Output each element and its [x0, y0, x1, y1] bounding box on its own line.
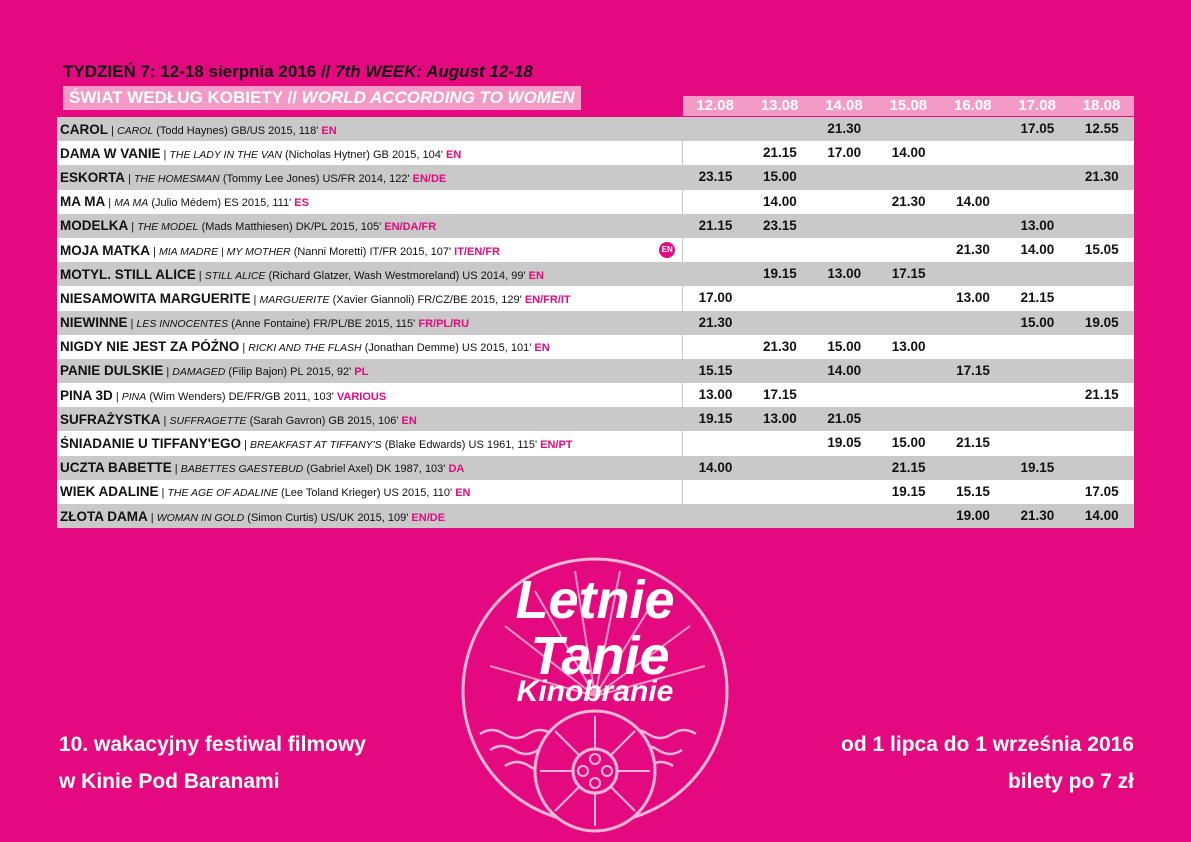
- film-language: EN: [528, 269, 544, 282]
- film-title-pl: PANIE DULSKIE: [60, 363, 164, 379]
- showtime-cell: [876, 359, 940, 383]
- showtime-cell: [748, 504, 812, 528]
- showtime-cell: 21.30: [827, 121, 862, 136]
- showtime-cell: [1070, 335, 1134, 359]
- schedule-table: [57, 117, 1134, 528]
- showtime-cell: [1005, 480, 1069, 504]
- showtime-cell: [812, 480, 876, 504]
- film-title-original: STILL ALICE: [204, 269, 266, 282]
- showtime-cell: [1005, 359, 1069, 383]
- table-row: [57, 480, 1134, 504]
- showtime-cell: 15.00: [891, 435, 926, 451]
- film-title-cell: UCZTA BABETTE | BABETTES GAESTEBUD (Gabriel Axel) DK 1987, 103' DA: [60, 460, 465, 476]
- table-row: [57, 238, 1134, 262]
- showtime-cell: 21.30: [1084, 169, 1119, 185]
- table-row: [57, 431, 1134, 455]
- film-title-pl: MODELKA: [60, 218, 129, 234]
- showtime-cell: [1070, 456, 1134, 480]
- week-title-en: 7th WEEK: August 12-18: [335, 62, 533, 81]
- film-language: VARIOUS: [336, 390, 387, 403]
- showtime-cell: 21.15: [891, 459, 926, 475]
- showtime-cell: 21.15: [762, 145, 797, 161]
- festival-venue: w Kinie Pod Baranami: [59, 770, 280, 793]
- film-title-pl: MA MA: [60, 194, 106, 210]
- showtime-cell: [941, 456, 1005, 480]
- film-info: (Blake Edwards) US 1961, 115': [384, 439, 538, 452]
- showtimes: [682, 431, 1134, 455]
- showtime-cell: [812, 504, 876, 528]
- section-title-pl: ŚWIAT WEDŁUG KOBIETY //: [69, 88, 302, 107]
- showtimes: [682, 238, 1134, 262]
- showtime-cell: [812, 383, 876, 407]
- showtime-cell: 14.00: [827, 362, 862, 378]
- showtime-cell: [876, 286, 940, 310]
- showtime-cell: 23.15: [698, 169, 733, 185]
- film-info: (Filip Bajon) PL 2015, 92': [228, 366, 352, 379]
- showtime-cell: 23.15: [762, 217, 797, 233]
- film-language: EN: [446, 148, 462, 161]
- showtime-cell: 21.15: [1020, 290, 1055, 306]
- film-title-cell: SUFRAŻYSTKA | SUFFRAGETTE (Sarah Gavron) GB 2015, 106' EN: [60, 411, 417, 427]
- film-title-original: RICKI AND THE FLASH: [248, 342, 362, 355]
- showtime-cell: [1070, 190, 1134, 214]
- film-info: (Tommy Lee Jones) US/FR 2014, 122': [222, 172, 410, 185]
- showtime-cell: [812, 311, 876, 335]
- showtime-cell: [748, 286, 812, 310]
- showtime-cell: [1005, 431, 1069, 455]
- film-language: EN/PT: [540, 439, 573, 452]
- showtime-cell: [812, 214, 876, 238]
- showtime-cell: [683, 480, 747, 504]
- showtimes: [682, 504, 1134, 528]
- film-title-original: BABETTES GAESTEBUD: [180, 463, 304, 476]
- table-row: [57, 262, 1134, 286]
- showtime-cell: [941, 117, 1005, 141]
- showtime-cell: 13.00: [956, 290, 990, 306]
- table-row: [57, 286, 1134, 310]
- date-header: 18.08: [1082, 97, 1121, 114]
- showtime-cell: [876, 165, 940, 189]
- film-language: ES: [294, 197, 309, 210]
- week-title: [63, 62, 533, 82]
- film-language: EN/DA/FR: [384, 221, 437, 234]
- showtime-cell: [748, 359, 812, 383]
- film-title-pl: NIEWINNE: [60, 315, 128, 331]
- showtimes: [682, 286, 1134, 310]
- film-title-cell: NIGDY NIE JEST ZA PÓŹNO | RICKI AND THE FLASH (Jonathan Demme) US 2015, 101' EN: [60, 339, 550, 355]
- showtime-cell: 19.15: [891, 483, 926, 499]
- showtime-cell: [748, 456, 812, 480]
- showtime-cell: [1005, 262, 1069, 286]
- film-language: FR/PL/RU: [418, 318, 470, 331]
- showtime-cell: [1070, 286, 1134, 310]
- film-title-cell: ZŁOTA DAMA | WOMAN IN GOLD (Simon Curtis) US/UK 2015, 109' EN/DE: [60, 508, 446, 524]
- film-title-pl: UCZTA BABETTE: [60, 460, 172, 476]
- film-info: (Xavier Giannoli) FR/CZ/BE 2015, 129': [332, 293, 522, 306]
- film-title-original: DAMAGED: [172, 366, 226, 379]
- film-title-cell: DAMA W VANIE | THE LADY IN THE VAN (Nicholas Hytner) GB 2015, 104' EN: [60, 145, 462, 161]
- showtime-cell: [1070, 214, 1134, 238]
- film-title-original: MARGUERITE: [259, 293, 330, 306]
- showtimes: [682, 480, 1134, 504]
- showtime-cell: 15.05: [1084, 241, 1119, 257]
- showtime-cell: [1070, 262, 1134, 286]
- showtime-cell: [812, 286, 876, 310]
- film-title-pl: WIEK ADALINE: [60, 484, 159, 500]
- showtime-cell: [1005, 190, 1069, 214]
- showtime-cell: 19.00: [956, 508, 990, 523]
- film-info: (Simon Curtis) US/UK 2015, 109': [247, 511, 409, 524]
- showtime-cell: 21.15: [1084, 387, 1119, 403]
- film-title-pl: ESKORTA: [60, 169, 126, 185]
- film-title-original: MIA MADRE | MY MOTHER: [158, 245, 291, 258]
- showtime-cell: [941, 383, 1005, 407]
- film-title-cell: PANIE DULSKIE | DAMAGED (Filip Bajon) PL 2015, 92' PL: [60, 363, 369, 379]
- film-title-cell: MA MA | MA MA (Julio Médem) ES 2015, 111' ES: [60, 194, 309, 210]
- ticket-price: bilety po 7 zł: [1007, 770, 1134, 793]
- showtime-cell: [812, 238, 876, 262]
- film-title-cell: MOTYL. STILL ALICE | STILL ALICE (Richard Glatzer, Wash Westmoreland) US 2014, 99' EN: [60, 266, 544, 282]
- footer-left: [59, 726, 366, 800]
- showtime-cell: [812, 190, 876, 214]
- film-info: (Richard Glatzer, Wash Westmoreland) US 2014, 99': [268, 269, 526, 282]
- film-title-cell: CAROL | CAROL (Todd Haynes) GB/US 2015, 118' EN: [60, 121, 337, 137]
- showtime-cell: 15.00: [762, 169, 797, 185]
- showtime-cell: 14.00: [891, 145, 926, 161]
- film-title-pl: ZŁOTA DAMA: [60, 508, 148, 524]
- film-info: (Lee Toland Krieger) US 2015, 110': [281, 487, 453, 500]
- film-info: (Wim Wenders) DE/FR/GB 2011, 103': [149, 390, 334, 403]
- film-title-original: MA MA: [114, 197, 149, 210]
- showtime-cell: 13.00: [698, 387, 733, 403]
- film-title-pl: NIESAMOWITA MARGUERITE: [60, 290, 251, 306]
- film-title-original: BREAKFAST AT TIFFANY'S: [249, 439, 382, 452]
- showtime-cell: [748, 238, 812, 262]
- film-title-original: LES INNOCENTES: [136, 318, 229, 331]
- film-title-cell: NIEWINNE | LES INNOCENTES (Anne Fontaine) FR/PL/BE 2015, 115' FR/PL/RU: [60, 315, 470, 331]
- showtime-cell: 21.30: [891, 193, 926, 209]
- showtime-cell: [748, 480, 812, 504]
- section-title-en: WORLD ACCORDING TO WOMEN: [301, 88, 575, 107]
- showtime-cell: [876, 407, 940, 431]
- date-header-row: [683, 96, 1134, 116]
- showtime-cell: 17.15: [762, 387, 797, 403]
- table-row: [57, 214, 1134, 238]
- film-language: IT/EN/FR: [454, 245, 500, 258]
- showtime-cell: 21.05: [827, 411, 862, 427]
- table-row: [57, 456, 1134, 480]
- showtimes: [682, 190, 1134, 214]
- film-info: (Nanni Moretti) IT/FR 2015, 107': [293, 245, 452, 258]
- film-info: (Jonathan Demme) US 2015, 101': [364, 342, 532, 355]
- film-language: EN/FR/IT: [524, 293, 571, 306]
- section-title: [63, 86, 581, 110]
- film-title-pl: CAROL: [60, 121, 108, 137]
- showtime-cell: 17.00: [827, 145, 862, 161]
- showtime-cell: [941, 214, 1005, 238]
- film-title-cell: WIEK ADALINE | THE AGE OF ADALINE (Lee Toland Krieger) US 2015, 110' EN: [60, 484, 471, 500]
- showtime-cell: [683, 431, 747, 455]
- showtime-cell: [683, 238, 747, 262]
- film-title-original: THE HOMESMAN: [134, 172, 220, 185]
- showtime-cell: [876, 311, 940, 335]
- showtime-cell: 15.00: [827, 338, 862, 354]
- showtime-cell: 17.05: [1020, 121, 1055, 136]
- showtime-cell: [941, 311, 1005, 335]
- showtime-cell: [941, 141, 1005, 165]
- film-title-pl: PINA 3D: [60, 387, 113, 403]
- showtime-cell: [941, 262, 1005, 286]
- showtime-cell: 21.15: [956, 435, 990, 451]
- festival-description: 10. wakacyjny festiwal filmowy: [59, 733, 366, 756]
- date-header: 12.08: [696, 97, 734, 114]
- date-header: 17.08: [1018, 97, 1056, 114]
- date-header: 13.08: [760, 97, 799, 114]
- film-language: DA: [448, 463, 465, 476]
- film-title-cell: MOJA MATKA | MIA MADRE | MY MOTHER (Nanni Moretti) IT/FR 2015, 107' IT/EN/FR: [60, 242, 500, 258]
- table-row: [57, 190, 1134, 214]
- showtime-cell: 14.00: [1084, 508, 1119, 523]
- footer-right: [841, 726, 1134, 800]
- showtime-cell: [876, 504, 940, 528]
- film-info: (Anne Fontaine) FR/PL/BE 2015, 115': [231, 318, 416, 331]
- showtime-cell: 15.00: [1020, 314, 1055, 330]
- film-language: EN: [321, 124, 337, 137]
- showtime-cell: 17.15: [891, 266, 926, 282]
- film-title-original: CAROL: [116, 124, 154, 137]
- badge-slot: [659, 242, 682, 258]
- table-row: [57, 359, 1134, 383]
- film-info: (Julio Médem) ES 2015, 111': [151, 197, 292, 210]
- showtime-cell: [1005, 335, 1069, 359]
- showtime-cell: 19.15: [698, 411, 733, 427]
- logo-text-kinobranie: Kinobranie: [516, 675, 674, 708]
- showtime-cell: 13.00: [891, 338, 926, 354]
- showtime-cell: [876, 117, 940, 141]
- showtime-cell: 17.00: [698, 290, 733, 306]
- film-reel-sun-icon: [540, 716, 650, 826]
- film-language: EN/DE: [412, 172, 447, 185]
- showtime-cell: 13.00: [827, 266, 862, 282]
- table-row: [57, 335, 1134, 359]
- showtime-cell: [748, 117, 812, 141]
- showtime-cell: 15.15: [698, 362, 733, 378]
- table-row: [57, 165, 1134, 189]
- film-title-pl: ŚNIADANIE U TIFFANY'EGO: [60, 436, 241, 452]
- showtime-cell: [1005, 407, 1069, 431]
- showtime-cell: 14.00: [1020, 241, 1055, 257]
- showtime-cell: [876, 238, 940, 262]
- table-row: [57, 311, 1134, 335]
- showtime-cell: [876, 214, 940, 238]
- showtime-cell: 13.00: [1020, 217, 1055, 233]
- showtime-cell: 21.30: [698, 314, 733, 330]
- showtimes: [682, 311, 1134, 335]
- showtime-cell: [1070, 407, 1134, 431]
- showtime-cell: [1005, 383, 1069, 407]
- logo-text-tanie: Tanie: [530, 626, 670, 686]
- film-title-original: WOMAN IN GOLD: [156, 511, 245, 524]
- showtimes: [682, 456, 1134, 480]
- showtime-cell: 19.15: [762, 266, 797, 282]
- film-title-pl: SUFRAŻYSTKA: [60, 411, 161, 427]
- showtime-cell: 21.30: [1020, 508, 1055, 523]
- date-header: 14.08: [825, 97, 863, 114]
- table-row: [57, 117, 1134, 141]
- film-language: PL: [354, 366, 369, 379]
- showtime-cell: 21.15: [698, 217, 733, 233]
- film-title-cell: ESKORTA | THE HOMESMAN (Tommy Lee Jones) US/FR 2014, 122' EN/DE: [60, 169, 447, 185]
- showtime-cell: [1070, 431, 1134, 455]
- film-title-pl: MOJA MATKA: [60, 242, 150, 258]
- showtimes: [682, 141, 1134, 165]
- showtime-cell: 13.00: [762, 411, 797, 427]
- film-title-original: PINA: [121, 390, 147, 403]
- film-title-original: THE AGE OF ADALINE: [167, 487, 278, 500]
- showtime-cell: 19.15: [1020, 459, 1055, 475]
- showtime-cell: [812, 456, 876, 480]
- film-title-pl: MOTYL. STILL ALICE: [60, 266, 196, 282]
- showtime-cell: [748, 311, 812, 335]
- showtime-cell: 12.55: [1084, 121, 1119, 136]
- showtime-cell: [941, 407, 1005, 431]
- showtime-cell: [941, 335, 1005, 359]
- table-row: [57, 383, 1134, 407]
- showtime-cell: [683, 117, 747, 141]
- showtime-cell: 14.00: [762, 193, 797, 209]
- film-language: EN: [455, 487, 471, 500]
- table-row: [57, 407, 1134, 431]
- film-title-cell: MODELKA | THE MODEL (Mads Matthiesen) DK/PL 2015, 105' EN/DA/FR: [60, 218, 437, 234]
- showtime-cell: 19.05: [1084, 314, 1119, 330]
- film-title-pl: DAMA W VANIE: [60, 145, 161, 161]
- showtimes: [682, 117, 1134, 141]
- showtime-cell: 14.00: [698, 459, 733, 475]
- film-title-original: THE LADY IN THE VAN: [169, 148, 282, 161]
- date-header: 16.08: [953, 97, 992, 114]
- showtimes: [682, 383, 1134, 407]
- film-title-cell: ŚNIADANIE U TIFFANY'EGO | BREAKFAST AT TIFFANY'S (Blake Edwards) US 1961, 115' EN/PT: [60, 436, 573, 452]
- showtimes: [682, 335, 1134, 359]
- table-row: [57, 504, 1134, 528]
- film-language: EN: [534, 342, 550, 355]
- date-header: 15.08: [889, 97, 928, 114]
- showtime-cell: 14.00: [956, 193, 990, 209]
- showtime-cell: [812, 165, 876, 189]
- film-title-original: SUFFRAGETTE: [169, 414, 247, 427]
- showtime-cell: 21.30: [762, 338, 797, 354]
- showtime-cell: 21.30: [956, 241, 990, 257]
- showtime-cell: 17.15: [956, 362, 990, 378]
- film-title-original: THE MODEL: [137, 221, 199, 234]
- showtimes: [682, 359, 1134, 383]
- showtime-cell: 19.05: [827, 435, 862, 451]
- showtime-cell: [683, 262, 747, 286]
- showtime-cell: [1070, 359, 1134, 383]
- film-language: EN/DE: [411, 511, 446, 524]
- film-title-cell: PINA 3D | PINA (Wim Wenders) DE/FR/GB 2011, 103' VARIOUS: [60, 387, 387, 403]
- film-title-cell: NIESAMOWITA MARGUERITE | MARGUERITE (Xavier Giannoli) FR/CZ/BE 2015, 129' EN/FR/IT: [60, 290, 571, 306]
- showtime-cell: [683, 141, 747, 165]
- film-info: (Gabriel Axel) DK 1987, 103': [306, 463, 446, 476]
- film-info: (Mads Matthiesen) DK/PL 2015, 105': [201, 221, 382, 234]
- showtime-cell: 17.05: [1084, 483, 1119, 499]
- festival-dates: od 1 lipca do 1 września 2016: [841, 733, 1134, 756]
- showtime-cell: 15.15: [956, 483, 990, 499]
- film-info: (Nicholas Hytner) GB 2015, 104': [284, 148, 443, 161]
- showtime-cell: [683, 504, 747, 528]
- film-title-pl: NIGDY NIE JEST ZA PÓŹNO: [60, 339, 240, 355]
- showtime-cell: [876, 383, 940, 407]
- logo-text-letnie: Letnie: [515, 570, 675, 630]
- showtime-cell: [941, 165, 1005, 189]
- showtimes: [682, 407, 1134, 431]
- showtimes: [682, 214, 1134, 238]
- showtimes: [682, 165, 1134, 189]
- showtime-cell: [683, 335, 747, 359]
- film-info: (Sarah Gavron) GB 2015, 106': [249, 414, 399, 427]
- film-language: EN: [401, 414, 417, 427]
- showtime-cell: [1070, 141, 1134, 165]
- showtimes: [682, 262, 1134, 286]
- showtime-cell: [748, 431, 812, 455]
- showtime-cell: [1005, 165, 1069, 189]
- showtime-cell: [1005, 141, 1069, 165]
- subtitle-badge-icon: EN: [659, 242, 675, 258]
- week-title-pl: TYDZIEŃ 7: 12-18 sierpnia 2016 //: [63, 62, 336, 81]
- festival-logo: [460, 556, 730, 842]
- film-info: (Todd Haynes) GB/US 2015, 118': [156, 124, 319, 137]
- showtime-cell: [683, 190, 747, 214]
- table-row: [57, 141, 1134, 165]
